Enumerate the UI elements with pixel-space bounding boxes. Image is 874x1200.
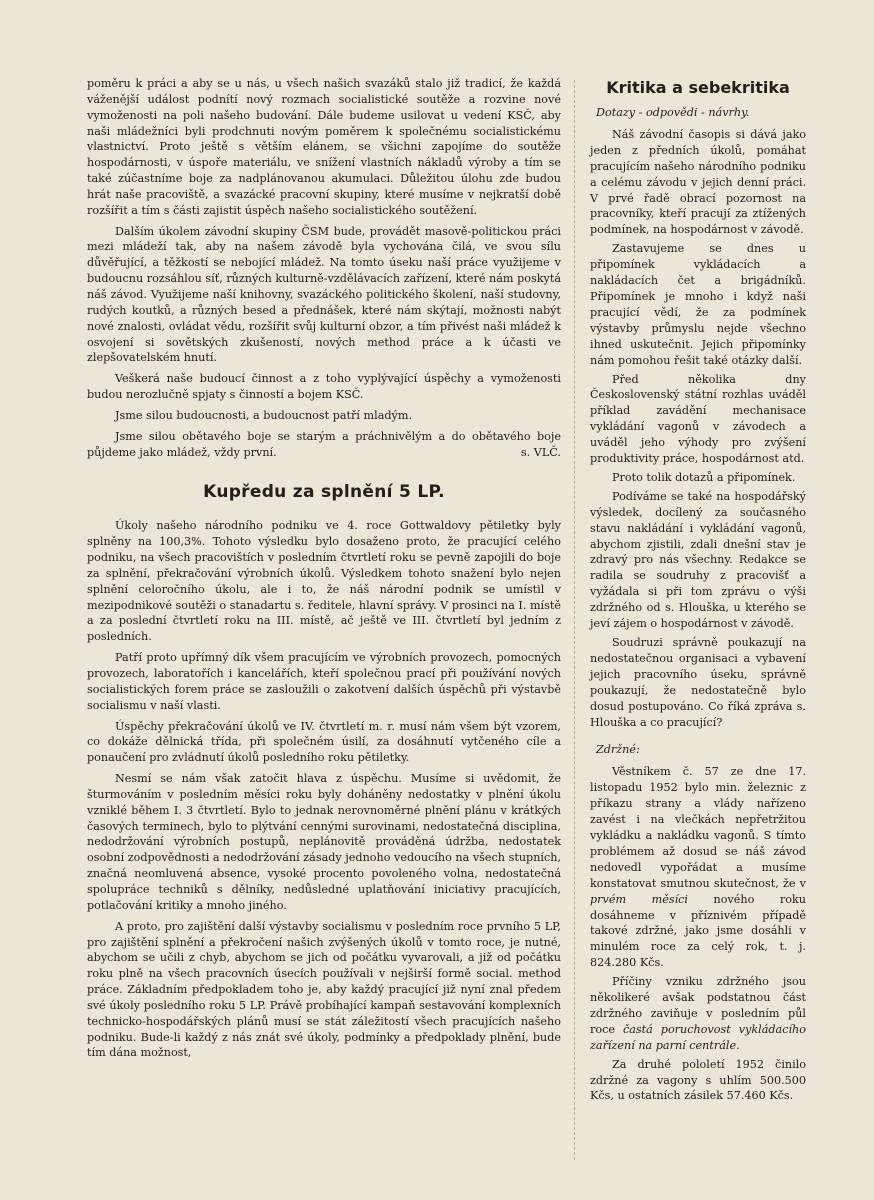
article-paragraph: poměru k práci a aby se u nás, u všech našich svazáků stalo již tradicí, že každá váženější událost podnítí nový rozmach socialistické soutěže a rozvine nové vymoženosti na poli našeho budování. Dále budeme usilovat u vedení KSČ, aby naši mládežníci byli prodchnuti novým poměrem k společnému socialistickému vlastnictví. Proto ještě s větším elánem, se všichni zapojíme do soutěže hospodárnosti, v úspoře materiálu, ve snížení vlastních nákladů výroby a tím se také zúčastníme boje za nadplánovanou akumulaci. Důležitou úlohu zde budou hrát naše pracoviště, a svazácké pracovní skupiny, které musíme v nejkratší době rozšířit a tím s části zajistit úspěch našeho socialistického soutěžení. [87, 77, 561, 217]
author-signature: s. VLČ. [520, 445, 561, 459]
right-column [590, 76, 806, 1104]
text-run: Věstníkem č. 57 ze dne 17. listopadu 1952 bylo min. železnic z příkazu strany a vlády nařízeno zavést i na vlečkách nepřetržitou vykládku a nakládku vagonů. S tímto problémem až dosud se náš závod nedovedl vypořádat a musíme konstatovat smutnou skutečnost, že v [590, 765, 806, 890]
article-paragraph: Dalším úkolem závodní skupiny ČSM bude, provádět masově-politickou práci mezi mládeží tak, aby na našem závodě byla vychována čilá, ve svou sílu důvěřující, a těžkostí se nebojící mládež. Na tomto úseku naší práce využijeme v budoucnu rozsáhlou síť, různých kulturně-vzdělávacích zařízení, které nám poskytá náš závod. Využijeme naší knihovny, svazáckého politického školení, naší studovny, rudých koutků, a různých besed a přednášek, které nám skýtají, možnosti nabýt nové znalosti, ovládat vědu, rozšířit svůj kulturní obzor, a tím přivést naši mládež k osvojení si sovětských zkušeností, nových method práce a k účasti ve zlepšovatelském hnutí. [87, 224, 561, 365]
article-paragraph: Úkoly našeho národního podniku ve 4. roce Gottwaldovy pětiletky byly splněny na 100,3%. Tohoto výsledku bylo dosaženo proto, že pracující celého podniku, na všech pracovištích v posledním čtvrtletí roku se pevně zapojili do boje za splnění, překračování výrobních úkolů. Výsledkem tohoto snažení bylo nejen splnění celoročního úkolu, ale i to, že náš národní podnik se umístil v mezipodnikové soutěži o stanadartu s. ředitele, hlavní správy. V prosinci na I. místě a za poslední čtvrtletí roku na III. místě, ač ještě ve III. čtvrtletí byl jedním z posledních. [87, 519, 561, 644]
column-paragraph: Zastavujeme se dnes u připomínek vykládacích a nakládacích čet a brigádníků. Připomínek je mnoho i když naši pracující vědí, že za podmínek výstavby průmyslu nejde všechno ihned uskutečnit. Jejich připomínky nám pomohou řešit také otázky další. [590, 242, 806, 367]
emphasis-text: prvém měsíci [590, 892, 688, 906]
text-run: Příčiny vzniku zdržného jsou několikeré avšak podstatnou část zdržného zaviňuje v posledním půl roce [590, 975, 806, 1036]
column-paragraph: Podíváme se také na hospodářský výsledek, docílený za současného stavu nakládání i vykládání vagonů, abychom zjistili, zdali dnešní stav je zdravý pro nás všechny. Redakce se radila se soudruhy z pracovišť a vyžádala si při tom zprávu o výši zdržného od s. Hlouška, u kterého se jeví zájem o hospodárnost v závodě. [590, 489, 806, 631]
column-divider [574, 80, 575, 1160]
article-paragraph: Patří proto upřímný dík všem pracujícím ve výrobních provozech, pomocných provozech, laboratořích i kancelářích, kteří společnou prací při používání nových socialistických forem práce se zasloužili o zakotvení dalších úspěchů při výstavbě socialismu v naší vlasti. [87, 651, 561, 712]
left-column [87, 76, 561, 1061]
column-paragraph: Za druhé pololetí 1952 činilo zdržné za vagony s uhlím 500.500 Kčs, u ostatních zásilek 57.460 Kčs. [590, 1057, 806, 1103]
article-paragraph: Jsme silou budoucnosti, a budoucnost patří mladým. [115, 408, 413, 422]
section-subheading: Dotazy - odpovědi - návrhy. [596, 106, 750, 119]
emphasis-text: častá poruchovost vykládacího zařízení na parní centrále [590, 1022, 806, 1052]
article-heading: Kupředu za splnění 5 LP. [203, 482, 445, 503]
column-paragraph: Soudruzi správně poukazují na nedostatečnou organisaci a vybavení jejich pracovního úseku, správně poukazují, že nedostatečně bylo dosud postupováno. Co říká zpráva s. Hlouška a co pracující? [590, 636, 806, 729]
column-paragraph: Proto tolik dotazů a připomínek. [612, 470, 796, 484]
article-paragraph: Nesmí se nám však zatočit hlava z úspěchu. Musíme si uvědomit, že šturmováním v posledním měsíci roku byly doháněny nedostatky v plnění úkolu vzniklé během I. 3 čtvrtletí. Bylo to jednak nerovnoměrné plnění plánu v krátkých časových terminech, bylo to plýtvání cennými surovinami, nedostatečná disciplina, nedodržování výrobních postupů, neplánovitě prováděná údržba, nedostatek osobní zodpovědnosti a nedodržování zásady jednoho vedoucího na všech stupních, značná neomluvená absence, vysoké procento povoleného volna, nedostatečná spolupráce techniků s dělníky, nedůsledné uplatňování iniciativy pracujících, potlačování kritiky a mnoho jiného. [87, 772, 561, 912]
column-paragraph [590, 974, 806, 1054]
article-paragraph-final [87, 429, 561, 461]
column-paragraph: Před několika dny Československý státní rozhlas uváděl příklad zavádění mechanisace vykládání vagonů v závodech a uváděl jeho výhody pro zvýšení produktivity práce, hospodárnost atd. [590, 372, 806, 466]
text-run: . [736, 1038, 740, 1052]
column-paragraph: Náš závodní časopis si dává jako jeden z předních úkolů, pomáhat pracujícím našeho národního podniku a celému závodu v jejich denní práci. V prvé řadě obrací pozornost na pracovníky, kteří pracují za ztížených podmínek, na hospodárnost v závodě. [590, 127, 806, 237]
article-paragraph: A proto, pro zajištění další výstavby socialismu v posledním roce prvního 5 LP, pro zajištění splnění a překročení našich zvýšených úkolů v tomto roce, je nutné, abychom se učili z chyb, abychom se jich od počátku vyvarovali, a již od počátku roku plně na všech pracovních úsecích používali v nejširší formě social. method práce. Základním předpokladem toho je, aby každý pracující již nyní znal předem své úkoly posledního roku 5 LP. Právě probíhající kampaň sestavování komplexních technicko-hospodářských plánů musí se stát záležitostí všech pracujících našeho podniku. Bude-li každý z nás znát své úkoly, podmínky a předpoklady plnění, bude tím dána možnost, [87, 919, 561, 1060]
column-paragraph [590, 764, 806, 971]
section-heading: Kritika a sebekritika [606, 78, 790, 97]
article-paragraph: Úspěchy překračování úkolů ve IV. čtvrtletí m. r. musí nám všem být vzorem, co dokáže dělnická třída, při společném úsilí, za dosáhnutí vytčeného cíle a ponaučení pro zvládnutí úkolů posledního roku pětiletky. [87, 719, 561, 765]
text-run: nového roku dosáhneme v příznivém případě takové zdržné, jako jsme dosáhli v minulém roce za celý rok, t. j. 824.280 Kčs. [590, 892, 806, 970]
article-text: Jsme silou obětavého boje se starým a práchnivělým a do obětavého boje půjdeme jako mládež, vždy první. [87, 429, 561, 459]
subsection-heading: Zdržné: [596, 743, 640, 757]
article-paragraph: Veškerá naše budoucí činnost a z toho vyplývající úspěchy a vymoženosti budou nerozlučně spjaty s činností a bojem KSČ. [87, 372, 561, 402]
